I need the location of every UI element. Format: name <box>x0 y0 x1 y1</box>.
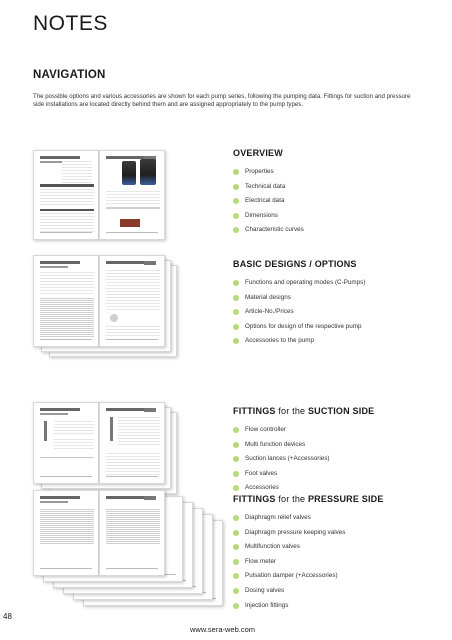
overview-list <box>233 168 304 241</box>
list-item: Injection fittings <box>233 602 345 617</box>
list-item: Electrical data <box>233 197 304 212</box>
pressure-side-sheet-right <box>99 490 165 576</box>
pressure-side-thumbnail <box>33 490 223 610</box>
list-item: Technical data <box>233 183 304 198</box>
list-item: Accessories <box>233 484 330 499</box>
list-item: Material designs <box>233 294 365 309</box>
suction-side-thumbnail <box>33 402 183 497</box>
page-number: 48 <box>3 612 12 621</box>
pressure-side-title: FITTINGS for the PRESSURE SIDE <box>233 494 384 504</box>
list-item: Options for design of the respective pump <box>233 323 365 338</box>
suction-side-sheet-left <box>33 402 99 484</box>
overview-sheet-right <box>99 150 165 240</box>
list-item: Dosing valves <box>233 587 345 602</box>
page-title: NOTES <box>33 12 108 35</box>
pressure-side-sheet-left <box>33 490 99 576</box>
list-item: Flow controller <box>233 426 330 441</box>
list-item: Multifunction valves <box>233 543 345 558</box>
footer-url[interactable]: www.sera-web.com <box>190 625 256 634</box>
list-item: Suction lances (+Accessories) <box>233 455 330 470</box>
navigation-intro: The possible options and various accessories are shown for each pump series, following the pumping data. Fittings for suction and pressure side installations are located directly behind them and are assigned appropriately to the pump types. <box>33 93 411 109</box>
list-item: Accessories to the pump <box>233 337 365 352</box>
basic-designs-title: BASIC DESIGNS / OPTIONS <box>233 259 357 269</box>
suction-side-title: FITTINGS for the SUCTION SIDE <box>233 406 375 416</box>
list-item: Article-No./Prices <box>233 308 365 323</box>
basic-designs-sheet-left <box>33 255 99 347</box>
list-item: Multi function devices <box>233 441 330 456</box>
list-item: Pulsation damper (+Accessories) <box>233 572 345 587</box>
list-item: Functions and operating modes (C-Pumps) <box>233 279 365 294</box>
list-item: Properties <box>233 168 304 183</box>
list-item: Dimensions <box>233 212 304 227</box>
suction-side-sheet-right <box>99 402 165 484</box>
overview-title: OVERVIEW <box>233 148 283 158</box>
basic-designs-list <box>233 279 365 352</box>
overview-sheet-left <box>33 150 99 240</box>
navigation-heading: NAVIGATION <box>33 69 106 81</box>
suction-side-list <box>233 426 330 499</box>
list-item: Characteristic curves <box>233 226 304 241</box>
list-item: Diaphragm pressure keeping valves <box>233 529 345 544</box>
list-item: Flow meter <box>233 558 345 573</box>
list-item: Foot valves <box>233 470 330 485</box>
overview-thumbnail <box>33 150 169 240</box>
basic-designs-thumbnail <box>33 255 183 360</box>
pressure-side-list <box>233 514 345 616</box>
basic-designs-sheet-right <box>99 255 165 347</box>
list-item: Diaphragm relief valves <box>233 514 345 529</box>
